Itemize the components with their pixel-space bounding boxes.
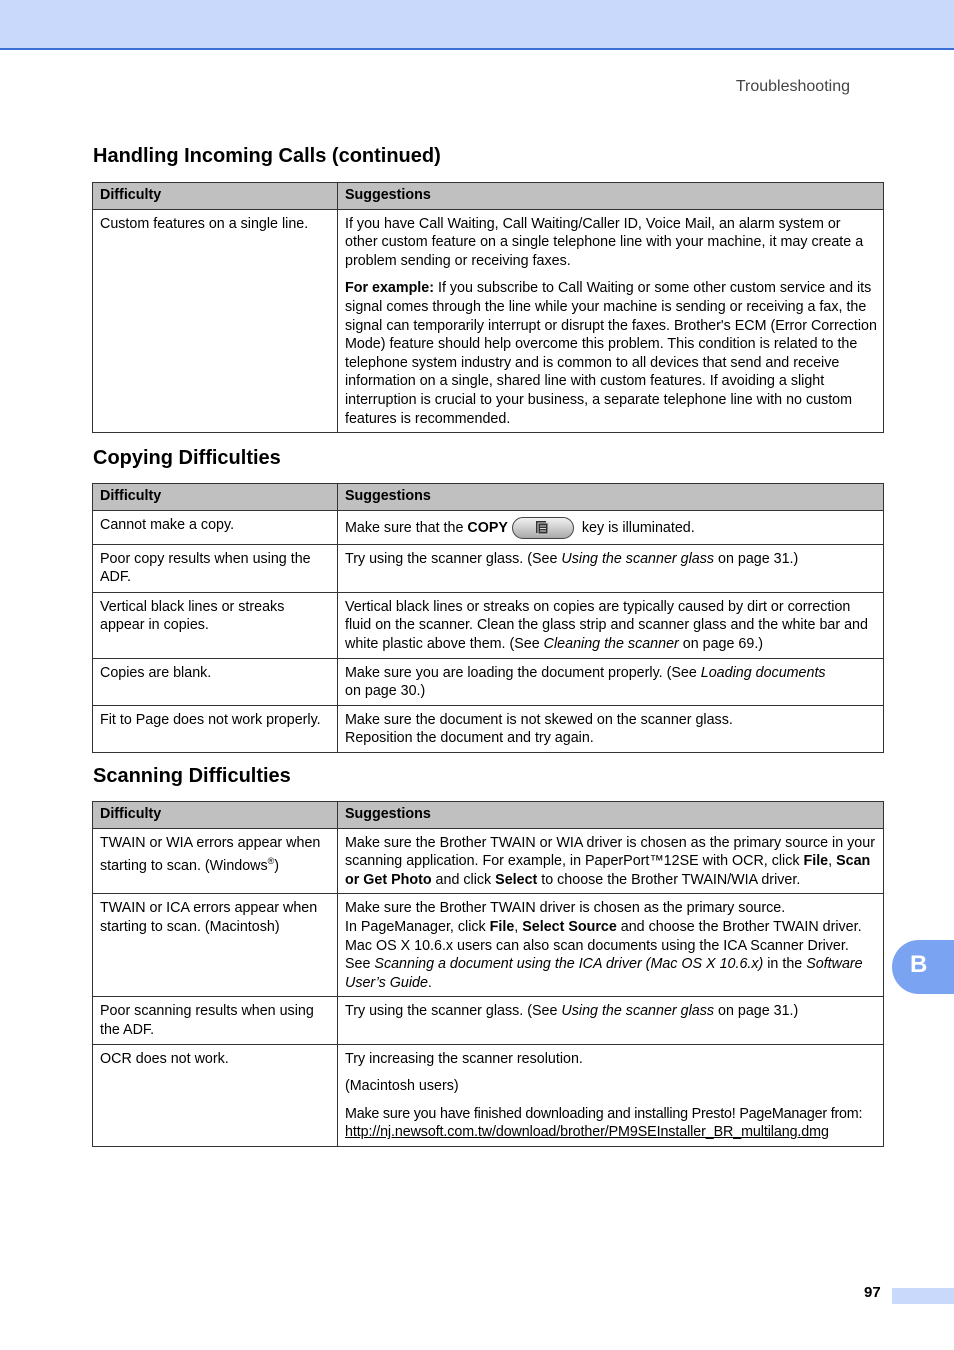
- column-header-difficulty: Difficulty: [93, 183, 338, 210]
- table-row: [93, 894, 884, 997]
- suggestion-text: on page 69.): [678, 635, 764, 652]
- page-number-bar: [892, 1288, 954, 1304]
- suggestion-text: Make sure that the: [345, 519, 468, 536]
- suggestion-paragraph: [345, 279, 877, 428]
- suggestion-cell: [338, 997, 884, 1044]
- difficulty-text: TWAIN or WIA errors appear when starting to scan. (Windows: [100, 834, 321, 874]
- menu-name-select-source: Select Source: [522, 918, 617, 935]
- suggestion-text: .: [427, 974, 432, 991]
- suggestion-text: to choose the Brother TWAIN/WIA driver.: [537, 871, 801, 888]
- running-header: Troubleshooting: [735, 78, 850, 95]
- menu-name-file: File: [803, 853, 829, 870]
- section-title-incoming-calls: Handling Incoming Calls (continued): [93, 145, 441, 167]
- suggestion-cell: [338, 209, 884, 433]
- suggestion-cell: [338, 828, 884, 894]
- suggestion-text: Reposition the document and try again.: [345, 730, 594, 747]
- table-header-row: [93, 183, 884, 210]
- table-header-row: [93, 802, 884, 829]
- suggestion-text: on page 31.): [714, 550, 799, 567]
- table-row: [93, 997, 884, 1044]
- table-row: [93, 1044, 884, 1146]
- difficulty-cell: Poor scanning results when using the ADF.: [93, 997, 338, 1044]
- column-header-suggestions: Suggestions: [338, 183, 884, 210]
- suggestion-text: Make sure you are loading the document properly. (See: [345, 664, 701, 681]
- suggestion-paragraph: If you have Call Waiting, Call Waiting/Caller ID, Voice Mail, an alarm system or other custom feature on a single telephone line with your machine, it may create a problem sending or receiving faxes.: [345, 215, 864, 269]
- difficulty-cell: Poor copy results when using the ADF.: [93, 544, 338, 592]
- suggestion-text: Mac OS X 10.6.x users can also scan documents using the ICA Scanner Driver.: [345, 937, 849, 954]
- top-banner: [0, 0, 954, 50]
- suggestion-paragraph: [345, 1105, 877, 1142]
- download-link[interactable]: http://nj.newsoft.com.tw/download/brother/PM9SEInstaller_BR_multilang.dmg: [345, 1124, 829, 1141]
- suggestion-cell: [338, 592, 884, 658]
- menu-name-select: Select: [495, 871, 538, 888]
- table-header-row: [93, 484, 884, 511]
- suggestion-text: See: [345, 956, 375, 973]
- suggestion-cell: [338, 544, 884, 592]
- suggestion-text: Make sure the document is not skewed on the scanner glass.: [345, 711, 733, 728]
- cross-reference: Cleaning the scanner: [543, 635, 679, 652]
- registered-mark: ®: [267, 856, 275, 867]
- suggestion-text: and click: [431, 871, 496, 888]
- table-row: [93, 705, 884, 752]
- column-header-difficulty: Difficulty: [93, 484, 338, 511]
- chapter-tab: [892, 940, 954, 994]
- table-row: [93, 544, 884, 592]
- difficulty-cell: Cannot make a copy.: [93, 510, 338, 544]
- copy-key-icon: [512, 517, 574, 539]
- cross-reference: Using the scanner glass: [561, 1003, 715, 1020]
- copying-table: [92, 483, 884, 753]
- suggestion-text: Try using the scanner glass. (See: [345, 550, 562, 567]
- suggestion-text: on page 30.): [345, 683, 426, 700]
- cross-reference-guide: Software User’s Guide: [345, 956, 863, 991]
- difficulty-cell: TWAIN or ICA errors appear when starting to scan. (Macintosh): [93, 894, 338, 997]
- suggestion-text: ,: [828, 853, 837, 870]
- suggestion-cell: [338, 894, 884, 997]
- suggestion-text: on page 31.): [714, 1003, 799, 1020]
- page-number: 97: [864, 1284, 881, 1301]
- suggestion-cell: [338, 658, 884, 705]
- suggestion-cell: [338, 510, 884, 544]
- suggestion-text: ,: [514, 918, 523, 935]
- cross-reference: Using the scanner glass: [561, 550, 715, 567]
- difficulty-cell: [93, 828, 338, 894]
- difficulty-cell: Copies are blank.: [93, 658, 338, 705]
- suggestion-text: key is illuminated.: [577, 519, 695, 536]
- menu-name-scan: Scan or Get Photo: [345, 853, 871, 888]
- difficulty-cell: Fit to Page does not work properly.: [93, 705, 338, 752]
- incoming-calls-table: [92, 182, 884, 433]
- scanning-table: [92, 801, 884, 1147]
- column-header-suggestions: Suggestions: [338, 484, 884, 511]
- chapter-tab-letter: B: [910, 951, 928, 978]
- section-title-scanning: Scanning Difficulties: [93, 765, 291, 787]
- suggestion-paragraph: Try increasing the scanner resolution.: [345, 1050, 583, 1067]
- suggestion-text: Make sure the Brother TWAIN driver is chosen as the primary source.: [345, 900, 786, 917]
- table-row: [93, 658, 884, 705]
- difficulty-cell: Vertical black lines or streaks appear in copies.: [93, 592, 338, 658]
- table-row: [93, 592, 884, 658]
- suggestion-paragraph: (Macintosh users): [345, 1078, 459, 1095]
- suggestion-cell: [338, 1044, 884, 1146]
- suggestion-text: in the: [763, 956, 807, 973]
- column-header-difficulty: Difficulty: [93, 802, 338, 829]
- table-row: [93, 209, 884, 433]
- suggestion-cell: [338, 705, 884, 752]
- suggestion-text: In PageManager, click: [345, 918, 490, 935]
- suggestion-text: and choose the Brother TWAIN driver.: [616, 918, 862, 935]
- cross-reference: Loading documents: [700, 664, 826, 681]
- suggestion-text: Try using the scanner glass. (See: [345, 1003, 562, 1020]
- table-row: [93, 510, 884, 544]
- suggestion-text: Make sure you have finished downloading and installing Presto! PageManager from:: [345, 1105, 863, 1122]
- suggestion-text: Make sure the Brother TWAIN or WIA driver is chosen as the primary source in your scanning application. For example, in PaperPort™12SE with OCR, click: [345, 834, 875, 870]
- table-row: [93, 828, 884, 894]
- column-header-suggestions: Suggestions: [338, 802, 884, 829]
- difficulty-cell: Custom features on a single line.: [93, 209, 338, 433]
- copy-key-label: COPY: [467, 519, 508, 536]
- section-title-copying: Copying Difficulties: [93, 447, 281, 469]
- cross-reference: Scanning a document using the ICA driver (Mac OS X 10.6.x): [374, 956, 764, 973]
- menu-name-file: File: [489, 918, 515, 935]
- suggestion-text: Vertical black lines or streaks on copies are typically caused by dirt or correction fluid on the scanner. Clean the glass strip and scanner glass and the white bar and white plastic above them. (See: [345, 598, 868, 652]
- difficulty-text: ): [274, 857, 280, 874]
- example-label: For example:: [345, 280, 434, 297]
- example-text: If you subscribe to Call Waiting or some other custom service and its signal comes through the line while your machine is sending or receiving a fax, the signal can temporarily interrupt or disrupt the faxes. Brother's ECM (Error Correction Mode) feature should help overcome this problem. This condition is related to the telephone system industry and is common to all devices that send and receive information on a single, shared line with custom features. If avoiding a slight interruption is crucial to your business, a separate telephone line with no custom features is recommended.: [345, 280, 877, 427]
- difficulty-cell: OCR does not work.: [93, 1044, 338, 1146]
